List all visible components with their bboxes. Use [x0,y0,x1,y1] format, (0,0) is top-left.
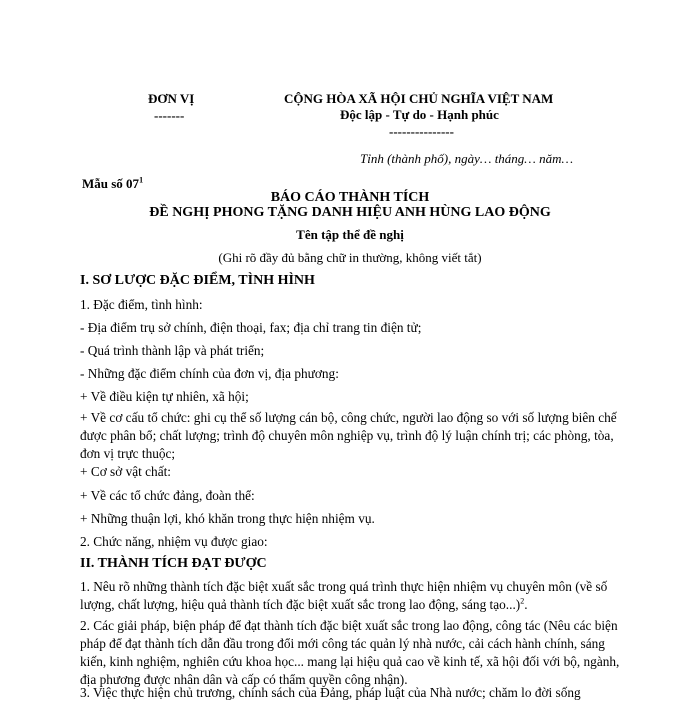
s1-plus-1: + Về điều kiện tự nhiên, xã hội; [80,389,249,404]
unit-dashes: ------- [154,108,185,123]
s1-dash-1: - Địa điểm trụ sở chính, điện thoại, fax; địa chỉ trang tin điện tử; [80,320,422,335]
collective-note: (Ghi rõ đầy đủ bằng chữ in thường, không viết tắt) [218,250,482,265]
s1-plus-4: + Về các tổ chức đảng, đoàn thể: [80,488,255,503]
place-date: Tỉnh (thành phố), ngày… tháng… năm… [360,151,574,166]
s1-plus-2: + Về cơ cấu tổ chức: ghi cụ thể số lượng cán bộ, công chức, người lao động so với số lượng biên chế được phân bổ; chất lượng; trình độ chuyên môn nghiệp vụ, trình độ lý luận chính trị; các phòng, tòa, đơn vị trực thuộc; [80,410,617,461]
s1-dash-2: - Quá trình thành lập và phát triển; [80,343,265,358]
s2-item-1: 1. Nêu rõ những thành tích đặc biệt xuất sắc trong quá trình thực hiện nhiệm vụ chuyên môn (về số lượng, chất lượng, hiệu quả thành tích đặc biệt xuất sắc trong lao động, sáng tạo...)$^2$. [80,579,608,612]
s1-item-1: 1. Đặc điểm, tình hình: [80,297,203,312]
motto: Độc lập - Tự do - Hạnh phúc [340,107,499,122]
s1-item-2: 2. Chức năng, nhiệm vụ được giao: [80,534,268,549]
motto-dashes: --------------- [389,124,454,139]
section-2-heading: II. THÀNH TÍCH ĐẠT ĐƯỢC [80,556,267,571]
form-number: Mẫu số $07^1$ [82,175,144,191]
section-1-heading: I. SƠ LƯỢC ĐẶC ĐIỂM, TÌNH HÌNH [80,273,315,288]
unit-label: ĐƠN VỊ [148,91,195,106]
footnote-ref-2: 2 [520,596,525,606]
s1-dash-3: - Những đặc điểm chính của đơn vị, địa phương: [80,366,339,381]
s2-item-2: 2. Các giải pháp, biện pháp để đạt thành tích đặc biệt xuất sắc trong lao động, công tác (Nêu các biện pháp để đạt thành tích dẫn đầu trong đổi mới công tác quản lý nhà nước, cải cách hành chính, sáng kiến, kinh nghiệm, nghiên cứu khoa học... mang lại hiệu quả cao về kinh tế, xã hội đối với bộ, ngành, địa phương được nhân dân và cấp có thẩm quyền công nhận). [80,618,620,687]
nation-title: CỘNG HÒA XÃ HỘI CHỦ NGHĨA VIỆT NAM [284,91,554,106]
s1-plus-5: + Những thuận lợi, khó khăn trong thực hiện nhiệm vụ. [80,511,375,526]
s2-item-3: 3. Việc thực hiện chủ trương, chính sách của Đảng, pháp luật của Nhà nước; chăm lo đời sống [80,685,581,700]
report-title: BÁO CÁO THÀNH TÍCH [270,190,430,205]
report-subtitle: ĐỀ NGHỊ PHONG TẶNG DANH HIỆU ANH HÙNG LAO ĐỘNG [149,205,551,220]
collective-name: Tên tập thể đề nghị [296,227,404,242]
s1-plus-3: + Cơ sở vật chất: [80,464,171,479]
footnote-ref-1: 1 [139,175,144,185]
